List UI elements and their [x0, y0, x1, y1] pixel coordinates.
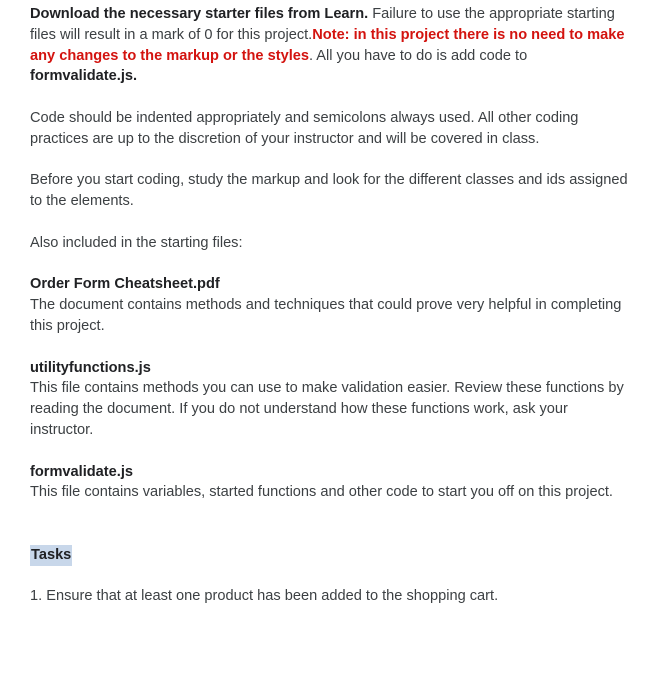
spacer: [30, 87, 630, 108]
file-name-cheatsheet: Order Form Cheatsheet.pdf: [30, 276, 220, 293]
also-included-line: Also included in the starting files:: [30, 234, 243, 251]
file-description-formvalidate: This file contains variables, started functions and other code to start you off on this project.: [30, 484, 613, 501]
file-description-cheatsheet: The document contains methods and techniques that could prove very helpful in completing this project.: [30, 297, 622, 334]
spacer: [30, 212, 630, 233]
spacer: [30, 503, 630, 545]
intro-bold-lead: Download the necessary starter files from Learn.: [30, 6, 369, 22]
file-description-utilityfunctions: This file contains methods you can use to make validation easier. Review these functions by reading the document. If you do not understand how these functions work, ask your instructor.: [30, 380, 624, 438]
spacer: [30, 150, 630, 171]
tasks-heading-line: [30, 545, 630, 566]
file-name-formvalidate: formvalidate.js: [30, 463, 134, 480]
file-name-utilityfunctions: utilityfunctions.js: [30, 359, 151, 376]
spacer: [30, 441, 630, 462]
spacer: [30, 254, 630, 275]
spacer: [30, 566, 630, 587]
task-item: 1. Ensure that at least one product has been added to the shopping cart.: [30, 588, 499, 605]
intro-text-after-note: . All you have to do is add code to: [308, 47, 528, 64]
coding-paragraph: Code should be indented appropriately and semicolons always used. All other coding practices are up to the discretion of your instructor and will be covered in class.: [30, 109, 579, 147]
intro-note: Note: in this project there is no need to make any changes to the markup or the styles: [30, 26, 625, 64]
tasks-heading: Tasks: [30, 545, 72, 566]
spacer: [30, 337, 630, 358]
intro-file-name: formvalidate.js.: [30, 68, 138, 85]
intro-text: Failure to use the appropriate starting files will result in a mark of 0 for this project.: [30, 6, 615, 43]
intro-paragraph: [30, 4, 630, 87]
markup-paragraph: Before you start coding, study the markup and look for the different classes and ids assigned to the elements.: [30, 172, 628, 210]
document-body: [30, 4, 630, 607]
